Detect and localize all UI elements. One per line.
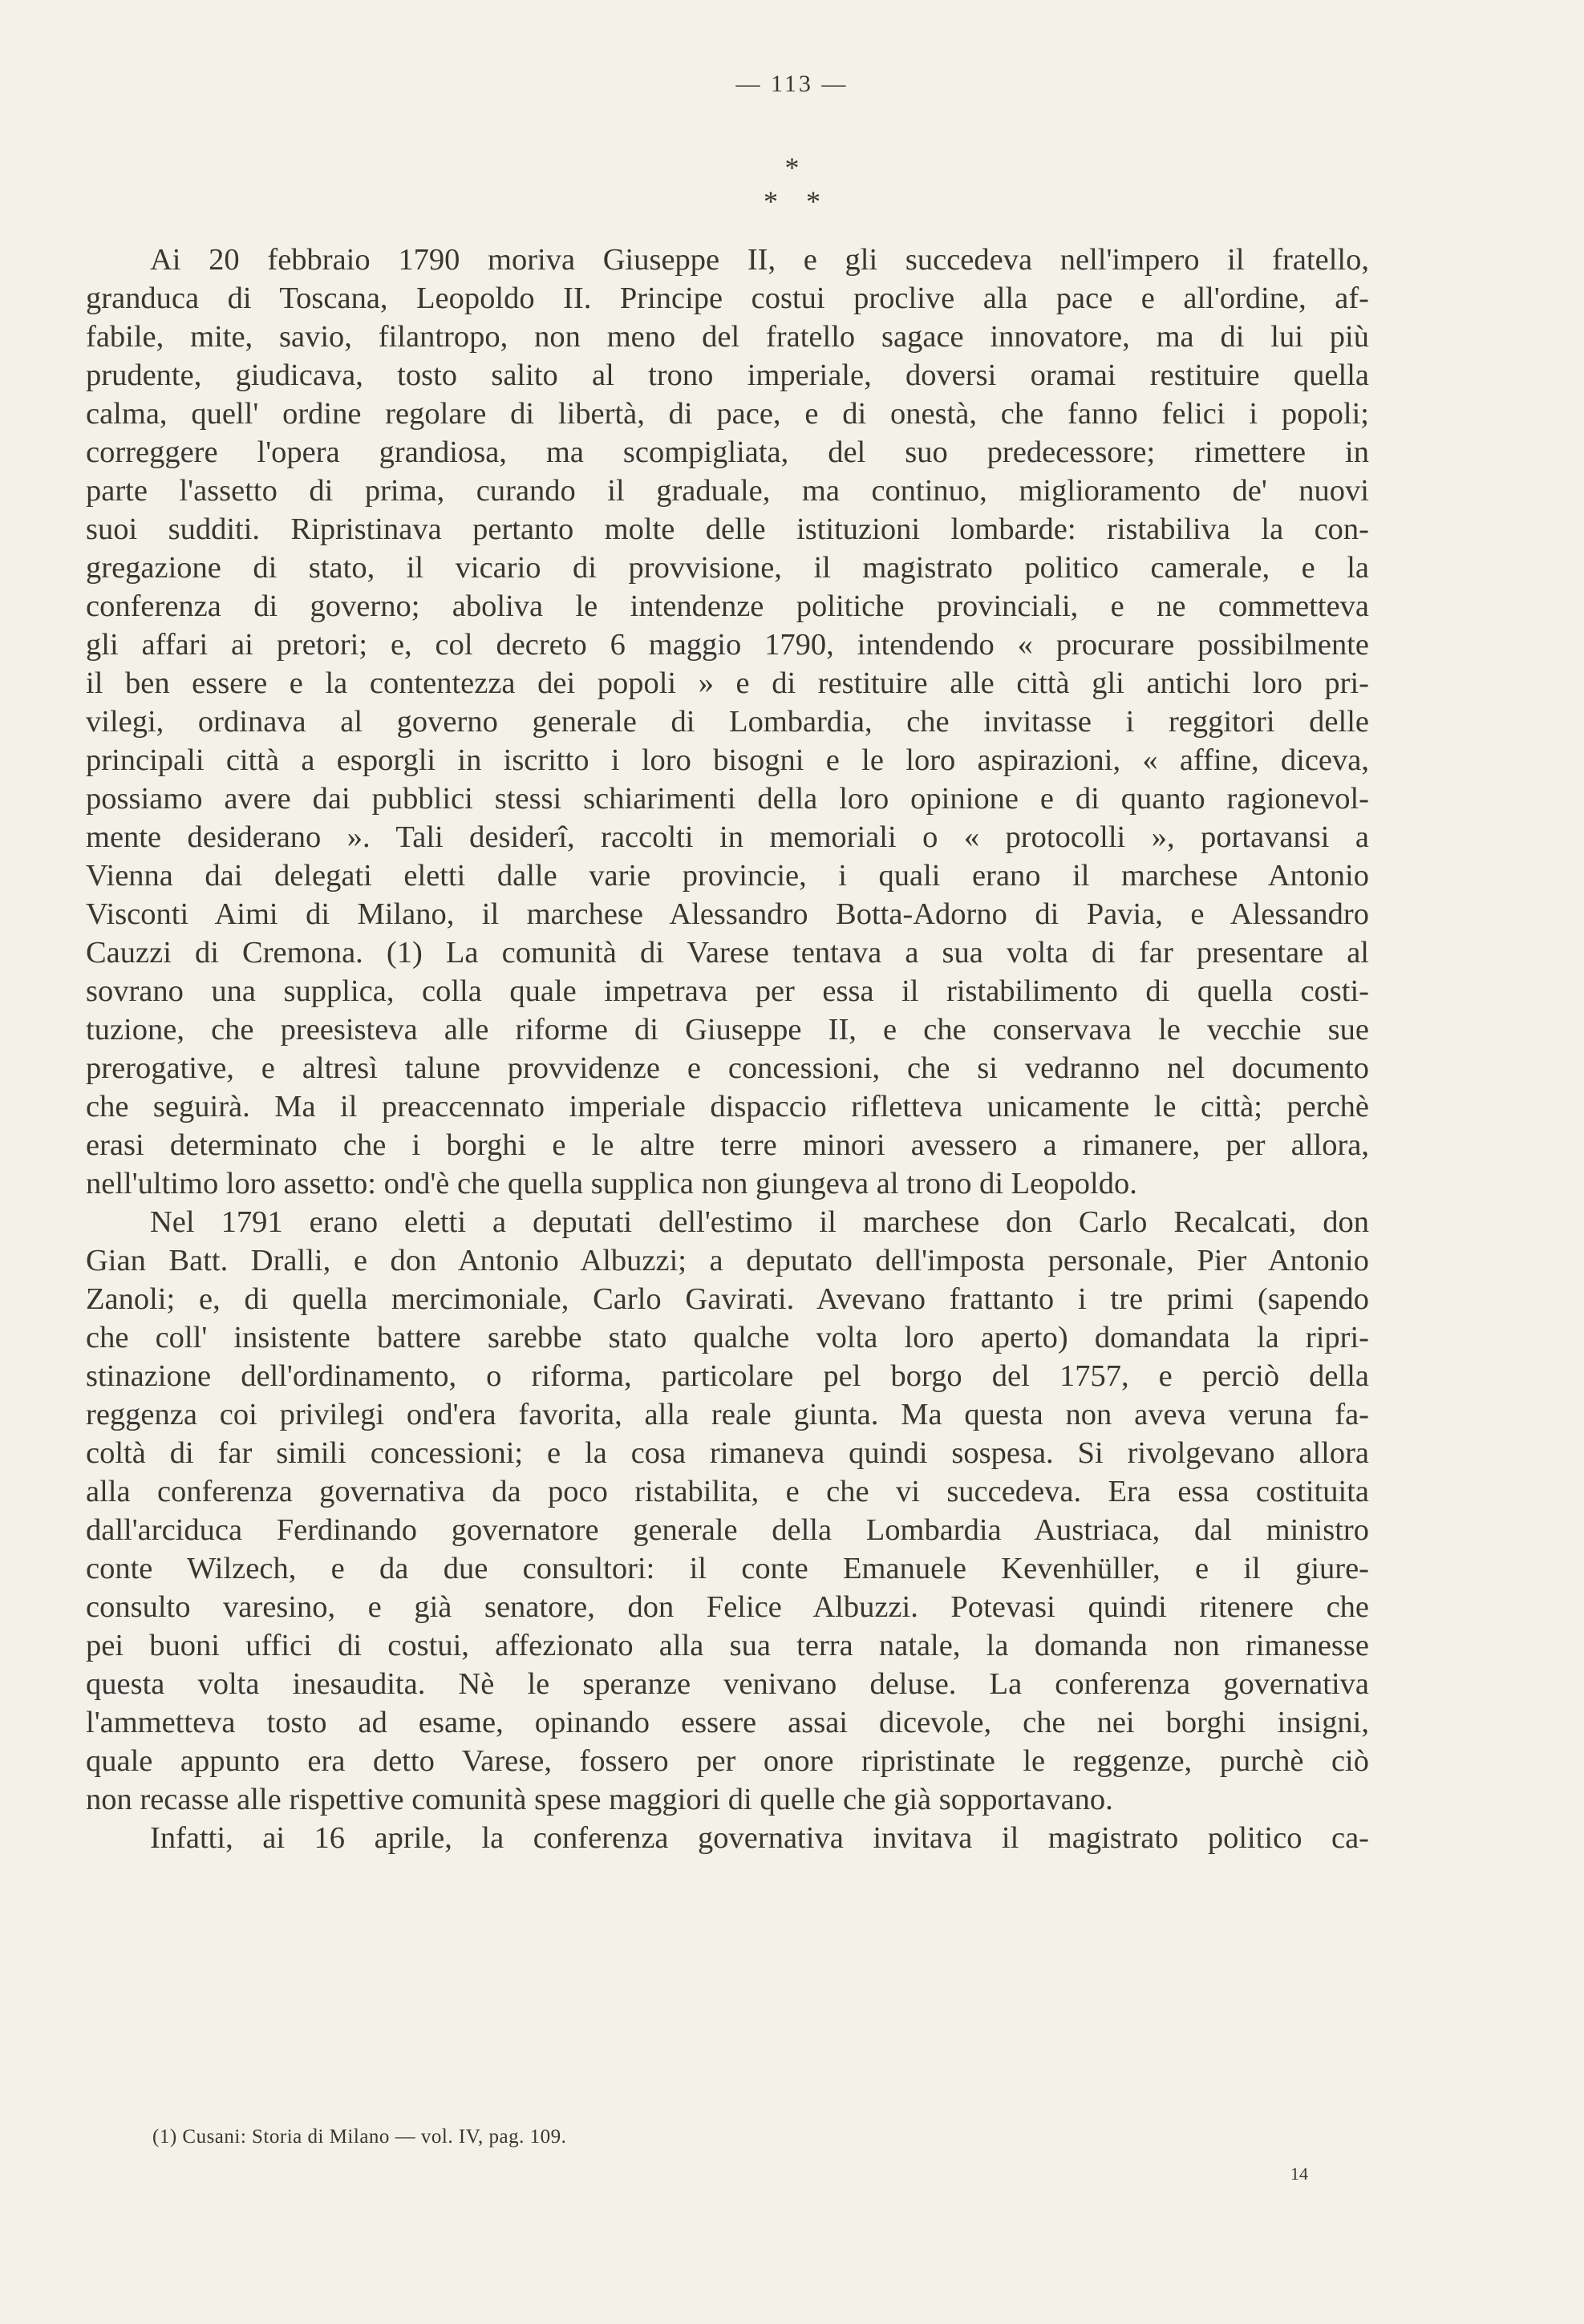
text-line: non recasse alle rispettive comunità spese maggiori di quelle che già sopportavano. (86, 1783, 1113, 1816)
text-line: alla conferenza governativa da poco ristabilita, e che vi succedeva. Era essa costituita (86, 1475, 1369, 1508)
text-line: tuzione, che preesisteva alle riforme di Giuseppe II, e che conservava le vecchie sue (86, 1013, 1369, 1047)
text-line: principali città a esporgli in iscritto i loro bisogni e le loro aspirazioni, « affine, diceva, (86, 743, 1369, 777)
text-line: reggenza coi privilegi ond'era favorita, alla reale giunta. Ma questa non aveva veruna fa- (86, 1398, 1369, 1431)
text-line: conte Wilzech, e da due consultori: il conte Emanuele Kevenhüller, e il giure- (86, 1552, 1369, 1585)
text-line: questa volta inesaudita. Nè le speranze venivano deluse. La conferenza governativa (86, 1667, 1369, 1701)
text-line: fabile, mite, savio, filantropo, non meno del fratello sagace innovatore, ma di lui più (86, 320, 1369, 354)
text-line: dall'arciduca Ferdinando governatore generale della Lombardia Austriaca, dal ministro (86, 1513, 1369, 1547)
signature-mark: 14 (1290, 2164, 1308, 2184)
text-line: vilegi, ordinava al governo generale di Lombardia, che invitasse i reggitori delle (86, 705, 1369, 739)
text-line: correggere l'opera grandiosa, ma scompigliata, del suo predecessore; rimettere in (86, 435, 1369, 469)
text-line: nell'ultimo loro assetto: ond'è che quella supplica non giungeva al trono di Leopoldo. (86, 1167, 1137, 1200)
text-line: possiamo avere dai pubblici stessi schiarimenti della loro opinione e di quanto ragionevol- (86, 782, 1369, 816)
text-line: mente desiderano ». Tali desiderî, raccolti in memoriali o « protocolli », portavansi a (86, 820, 1369, 854)
text-line: consulto varesino, e già senatore, don Felice Albuzzi. Potevasi quindi ritenere che (86, 1590, 1369, 1624)
text-line: conferenza di governo; aboliva le intendenze politiche provinciali, e ne commetteva (86, 589, 1369, 623)
text-line: Ai 20 febbraio 1790 moriva Giuseppe II, e gli succedeva nell'impero il fratello, (150, 243, 1369, 277)
text-line: il ben essere e la contentezza dei popoli » e di restituire alle città gli antichi loro pri- (86, 666, 1369, 700)
text-line: Cauzzi di Cremona. (1) La comunità di Varese tentava a sua volta di far presentare al (86, 936, 1369, 970)
text-line: prudente, giudicava, tosto salito al trono imperiale, doversi oramai restituire quella (86, 358, 1369, 392)
text-line: gregazione di stato, il vicario di provvisione, il magistrato politico camerale, e la (86, 551, 1369, 585)
text-line: che seguirà. Ma il preaccennato imperiale dispaccio rifletteva unicamente le città; perchè (86, 1090, 1369, 1124)
footnote: (1) Cusani: Storia di Milano — vol. IV, pag. 109. (152, 2126, 567, 2148)
text-line: sovrano una supplica, colla quale impetrava per essa il ristabilimento di quella costi- (86, 974, 1369, 1008)
text-line: Visconti Aimi di Milano, il marchese Alessandro Botta-Adorno di Pavia, e Alessandro (86, 897, 1369, 931)
text-line: Zanoli; e, di quella mercimoniale, Carlo Gavirati. Avevano frattanto i tre primi (sapendo (86, 1282, 1369, 1316)
text-line: Infatti, ai 16 aprile, la conferenza governativa invitava il magistrato politico ca- (150, 1821, 1369, 1855)
text-line: l'ammetteva tosto ad esame, opinando essere assai dicevole, che nei borghi insigni, (86, 1706, 1369, 1739)
separator-bottom: * * (764, 185, 820, 217)
text-line: suoi sudditi. Ripristinava pertanto molte delle istituzioni lombarde: ristabiliva la con- (86, 512, 1369, 546)
body-text (86, 241, 1369, 1857)
section-separator (0, 151, 1584, 218)
text-line: gli affari ai pretori; e, col decreto 6 maggio 1790, intendendo « procurare possibilmente (86, 628, 1369, 662)
text-line: Nel 1791 erano eletti a deputati dell'estimo il marchese don Carlo Recalcati, don (150, 1205, 1369, 1239)
text-line: granduca di Toscana, Leopoldo II. Principe costui proclive alla pace e all'ordine, af- (86, 281, 1369, 315)
text-line: Vienna dai delegati eletti dalle varie provincie, i quali erano il marchese Antonio (86, 859, 1369, 893)
text-line: quale appunto era detto Varese, fossero per onore ripristinate le reggenze, purchè ciò (86, 1744, 1369, 1778)
text-line: prerogative, e altresì talune provvidenze e concessioni, che si vedranno nel documento (86, 1051, 1369, 1085)
text-line: calma, quell' ordine regolare di libertà, di pace, e di onestà, che fanno felici i popoli; (86, 397, 1369, 431)
text-line: Gian Batt. Dralli, e don Antonio Albuzzi; a deputato dell'imposta personale, Pier Antonio (86, 1244, 1369, 1277)
text-line: stinazione dell'ordinamento, o riforma, particolare pel borgo del 1757, e perciò della (86, 1359, 1369, 1393)
page-number: — 113 — (735, 71, 849, 97)
separator-top: * (784, 152, 800, 184)
text-line: erasi determinato che i borghi e le altre terre minori avessero a rimanere, per allora, (86, 1128, 1369, 1162)
text-line: che coll' insistente battere sarebbe stato qualche volta loro aperto) domandata la ripri- (86, 1321, 1369, 1354)
text-line: coltà di far simili concessioni; e la cosa rimaneva quindi sospesa. Si rivolgevano allora (86, 1436, 1369, 1470)
text-line: parte l'assetto di prima, curando il graduale, ma continuo, miglioramento de' nuovi (86, 474, 1369, 508)
text-line: pei buoni uffici di costui, affezionato alla sua terra natale, la domanda non rimanesse (86, 1629, 1369, 1662)
